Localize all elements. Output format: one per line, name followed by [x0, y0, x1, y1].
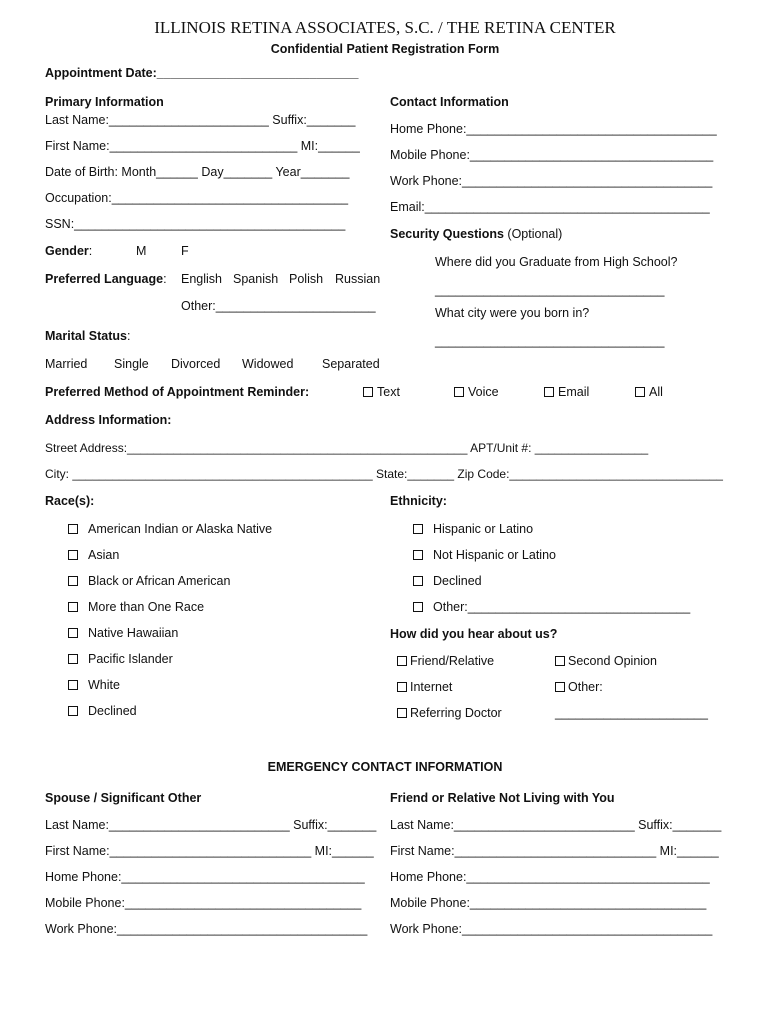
- friend-last-name-field[interactable]: Last Name:__________________________ Suffix:_______: [390, 818, 722, 832]
- race-option-pacific-islander[interactable]: Pacific Islander: [68, 652, 173, 667]
- ethnicity-heading: Ethnicity:: [390, 494, 447, 508]
- mobile-phone-field[interactable]: Mobile Phone:___________________________________: [390, 148, 714, 162]
- checkbox-icon: [68, 680, 78, 690]
- city-state-zip-field[interactable]: City: _____________________________________________ State:_______ Zip Code:________________________________: [45, 467, 723, 481]
- last-name-field[interactable]: Last Name:_______________________ Suffix:_______: [45, 113, 356, 127]
- referral-heading: How did you hear about us?: [390, 627, 558, 641]
- checkbox-icon: [397, 682, 407, 692]
- marital-option-single[interactable]: Single: [114, 357, 149, 371]
- address-info-heading: Address Information:: [45, 413, 172, 427]
- race-option-black[interactable]: Black or African American: [68, 574, 230, 589]
- ethnicity-option-other[interactable]: Other:________________________________: [413, 600, 690, 615]
- checkbox-icon: [397, 708, 407, 718]
- checkbox-icon: [68, 706, 78, 716]
- marital-option-separated[interactable]: Separated: [322, 357, 380, 371]
- checkbox-icon: [555, 656, 565, 666]
- security-question-2: What city were you born in?: [435, 306, 590, 320]
- first-name-field[interactable]: First Name:___________________________ MI:______: [45, 139, 360, 153]
- checkbox-icon: [555, 682, 565, 692]
- friend-mobile-phone-field[interactable]: Mobile Phone:__________________________________: [390, 896, 707, 910]
- date-of-birth-field[interactable]: Date of Birth: Month______ Day_______ Year_______: [45, 165, 350, 179]
- race-option-declined[interactable]: Declined: [68, 704, 137, 719]
- language-option-russian[interactable]: Russian: [335, 272, 381, 286]
- race-option-more-than-one[interactable]: More than One Race: [68, 600, 204, 615]
- security-answer-2-field[interactable]: _________________________________: [435, 334, 665, 348]
- ethnicity-option-hispanic[interactable]: Hispanic or Latino: [413, 522, 533, 537]
- race-option-asian[interactable]: Asian: [68, 548, 119, 563]
- form-title: ILLINOIS RETINA ASSOCIATES, S.C. / THE RETINA CENTER: [154, 18, 616, 37]
- occupation-field[interactable]: Occupation:__________________________________: [45, 191, 349, 205]
- preferred-language-label: Preferred Language:: [45, 272, 167, 286]
- primary-info-heading: Primary Information: [45, 95, 164, 109]
- language-option-polish[interactable]: Polish: [289, 272, 324, 286]
- checkbox-icon: [68, 524, 78, 534]
- referral-option-internet[interactable]: Internet: [397, 680, 452, 695]
- marital-status-label: Marital Status:: [45, 329, 131, 343]
- security-question-1: Where did you Graduate from High School?: [435, 255, 678, 269]
- reminder-option-email[interactable]: Email: [544, 385, 589, 400]
- checkbox-icon: [544, 387, 554, 397]
- referral-option-friend[interactable]: Friend/Relative: [397, 654, 494, 669]
- referral-option-other[interactable]: Other:: [555, 680, 603, 695]
- spouse-work-phone-field[interactable]: Work Phone:____________________________________: [45, 922, 368, 936]
- friend-first-name-field[interactable]: First Name:_____________________________ MI:______: [390, 844, 719, 858]
- street-address-field[interactable]: Street Address:___________________________________________________ APT/Unit #: _________________: [45, 441, 649, 455]
- ssn-field[interactable]: SSN:_______________________________________: [45, 217, 346, 231]
- marital-option-married[interactable]: Married: [45, 357, 88, 371]
- checkbox-icon: [454, 387, 464, 397]
- gender-label: Gender:: [45, 244, 93, 258]
- checkbox-icon: [68, 654, 78, 664]
- security-questions-heading: Security Questions (Optional): [390, 227, 563, 241]
- race-option-white[interactable]: White: [68, 678, 120, 693]
- email-field[interactable]: Email:_________________________________________: [390, 200, 710, 214]
- race-heading: Race(s):: [45, 494, 95, 508]
- checkbox-icon: [68, 602, 78, 612]
- home-phone-field[interactable]: Home Phone:____________________________________: [390, 122, 717, 136]
- form-subtitle: Confidential Patient Registration Form: [270, 42, 500, 56]
- contact-info-heading: Contact Information: [390, 95, 509, 109]
- friend-home-phone-field[interactable]: Home Phone:___________________________________: [390, 870, 710, 884]
- spouse-home-phone-field[interactable]: Home Phone:___________________________________: [45, 870, 365, 884]
- spouse-first-name-field[interactable]: First Name:_____________________________ MI:______: [45, 844, 374, 858]
- emergency-contact-heading: EMERGENCY CONTACT INFORMATION: [267, 760, 503, 774]
- checkbox-icon: [413, 550, 423, 560]
- checkbox-icon: [68, 576, 78, 586]
- gender-option-m[interactable]: M: [136, 244, 147, 258]
- language-option-spanish[interactable]: Spanish: [233, 272, 279, 286]
- checkbox-icon: [363, 387, 373, 397]
- marital-option-divorced[interactable]: Divorced: [171, 357, 221, 371]
- appointment-date-field[interactable]: Appointment Date:_____________________________: [45, 66, 359, 80]
- gender-option-f[interactable]: F: [181, 244, 189, 258]
- spouse-mobile-phone-field[interactable]: Mobile Phone:__________________________________: [45, 896, 362, 910]
- race-option-american-indian[interactable]: American Indian or Alaska Native: [68, 522, 272, 537]
- checkbox-icon: [413, 576, 423, 586]
- checkbox-icon: [68, 550, 78, 560]
- race-option-native-hawaiian[interactable]: Native Hawaiian: [68, 626, 178, 641]
- work-phone-field[interactable]: Work Phone:____________________________________: [390, 174, 713, 188]
- language-option-english[interactable]: English: [181, 272, 222, 286]
- checkbox-icon: [413, 524, 423, 534]
- checkbox-icon: [635, 387, 645, 397]
- referral-option-doctor[interactable]: Referring Doctor: [397, 706, 502, 721]
- language-other-field[interactable]: Other:_______________________: [181, 299, 376, 313]
- friend-relative-heading: Friend or Relative Not Living with You: [390, 791, 615, 805]
- marital-option-widowed[interactable]: Widowed: [242, 357, 294, 371]
- ethnicity-option-declined[interactable]: Declined: [413, 574, 482, 589]
- reminder-method-label: Preferred Method of Appointment Reminder:: [45, 385, 310, 399]
- reminder-option-all[interactable]: All: [635, 385, 663, 400]
- friend-work-phone-field[interactable]: Work Phone:____________________________________: [390, 922, 713, 936]
- reminder-option-voice[interactable]: Voice: [454, 385, 499, 400]
- ethnicity-option-not-hispanic[interactable]: Not Hispanic or Latino: [413, 548, 556, 563]
- referral-other-field[interactable]: ______________________: [555, 706, 708, 720]
- reminder-option-text[interactable]: Text: [363, 385, 400, 400]
- checkbox-icon: [68, 628, 78, 638]
- spouse-last-name-field[interactable]: Last Name:__________________________ Suffix:_______: [45, 818, 377, 832]
- security-answer-1-field[interactable]: _________________________________: [435, 283, 665, 297]
- spouse-heading: Spouse / Significant Other: [45, 791, 202, 805]
- checkbox-icon: [397, 656, 407, 666]
- checkbox-icon: [413, 602, 423, 612]
- referral-option-second-opinion[interactable]: Second Opinion: [555, 654, 657, 669]
